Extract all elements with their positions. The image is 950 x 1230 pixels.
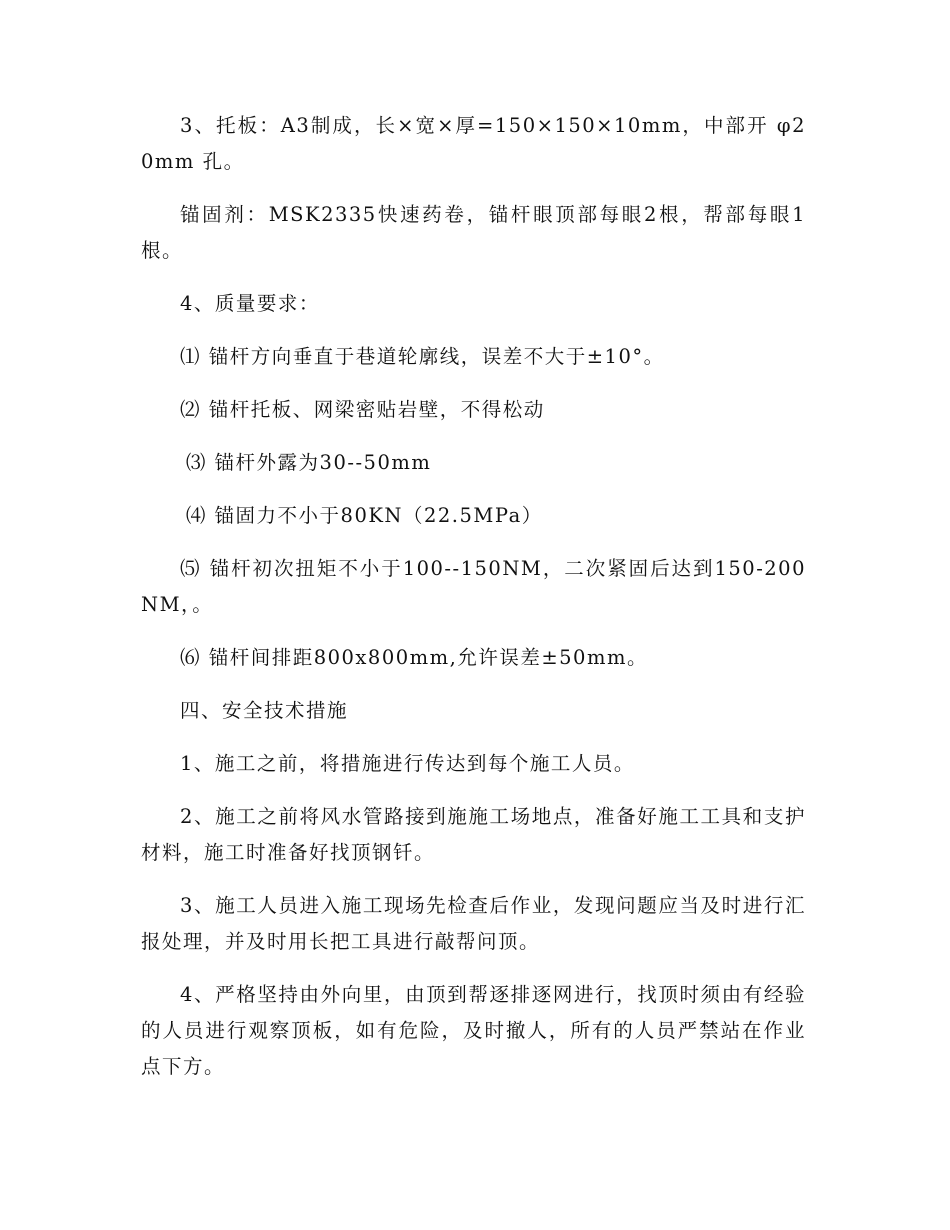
paragraph-anchoring-agent: 锚固剂：MSK2335快速药卷，锚杆眼顶部每眼2根，帮部每眼1根。 — [141, 203, 806, 262]
requirement-item-2: ⑵ 锚杆托板、网梁密贴岩壁，不得松动 — [180, 398, 545, 421]
requirement-item-4: ⑷ 锚固力不小于80KN（22.5MPa） — [185, 504, 543, 527]
safety-item-3: 3、施工人员进入施工现场先检查后作业，发现问题应当及时进行汇报处理，并及时用长把工具进行敲帮问顶。 — [141, 894, 806, 953]
requirement-item-5: ⑸ 锚杆初次扭矩不小于100--150NM，二次紧固后达到150-200NM，。 — [141, 557, 806, 616]
requirement-item-1: ⑴ 锚杆方向垂直于巷道轮廓线，误差不大于±10°。 — [180, 345, 665, 368]
section-heading-safety-measures: 四、安全技术措施 — [180, 699, 349, 722]
safety-item-1: 1、施工之前，将措施进行传达到每个施工人员。 — [180, 752, 635, 775]
requirement-item-6: ⑹ 锚杆间排距800x800mm,允许误差±50mm。 — [180, 646, 648, 669]
heading-quality-requirements: 4、质量要求： — [180, 292, 320, 315]
safety-item-4: 4、严格坚持由外向里，由顶到帮逐排逐网进行，找顶时须由有经验的人员进行观察顶板，如有危险，及时撤人，所有的人员严禁站在作业点下方。 — [141, 983, 806, 1078]
safety-item-2: 2、施工之前将风水管路接到施施工场地点，准备好施工工具和支护材料，施工时准备好找顶钢钎。 — [141, 805, 806, 864]
requirement-item-3: ⑶ 锚杆外露为30--50mm — [185, 451, 432, 474]
paragraph-tray-plate: 3、托板：A3制成，长×宽×厚=150×150×10mm，中部开 φ20mm 孔。 — [141, 114, 806, 173]
document-body — [141, 108, 806, 1102]
